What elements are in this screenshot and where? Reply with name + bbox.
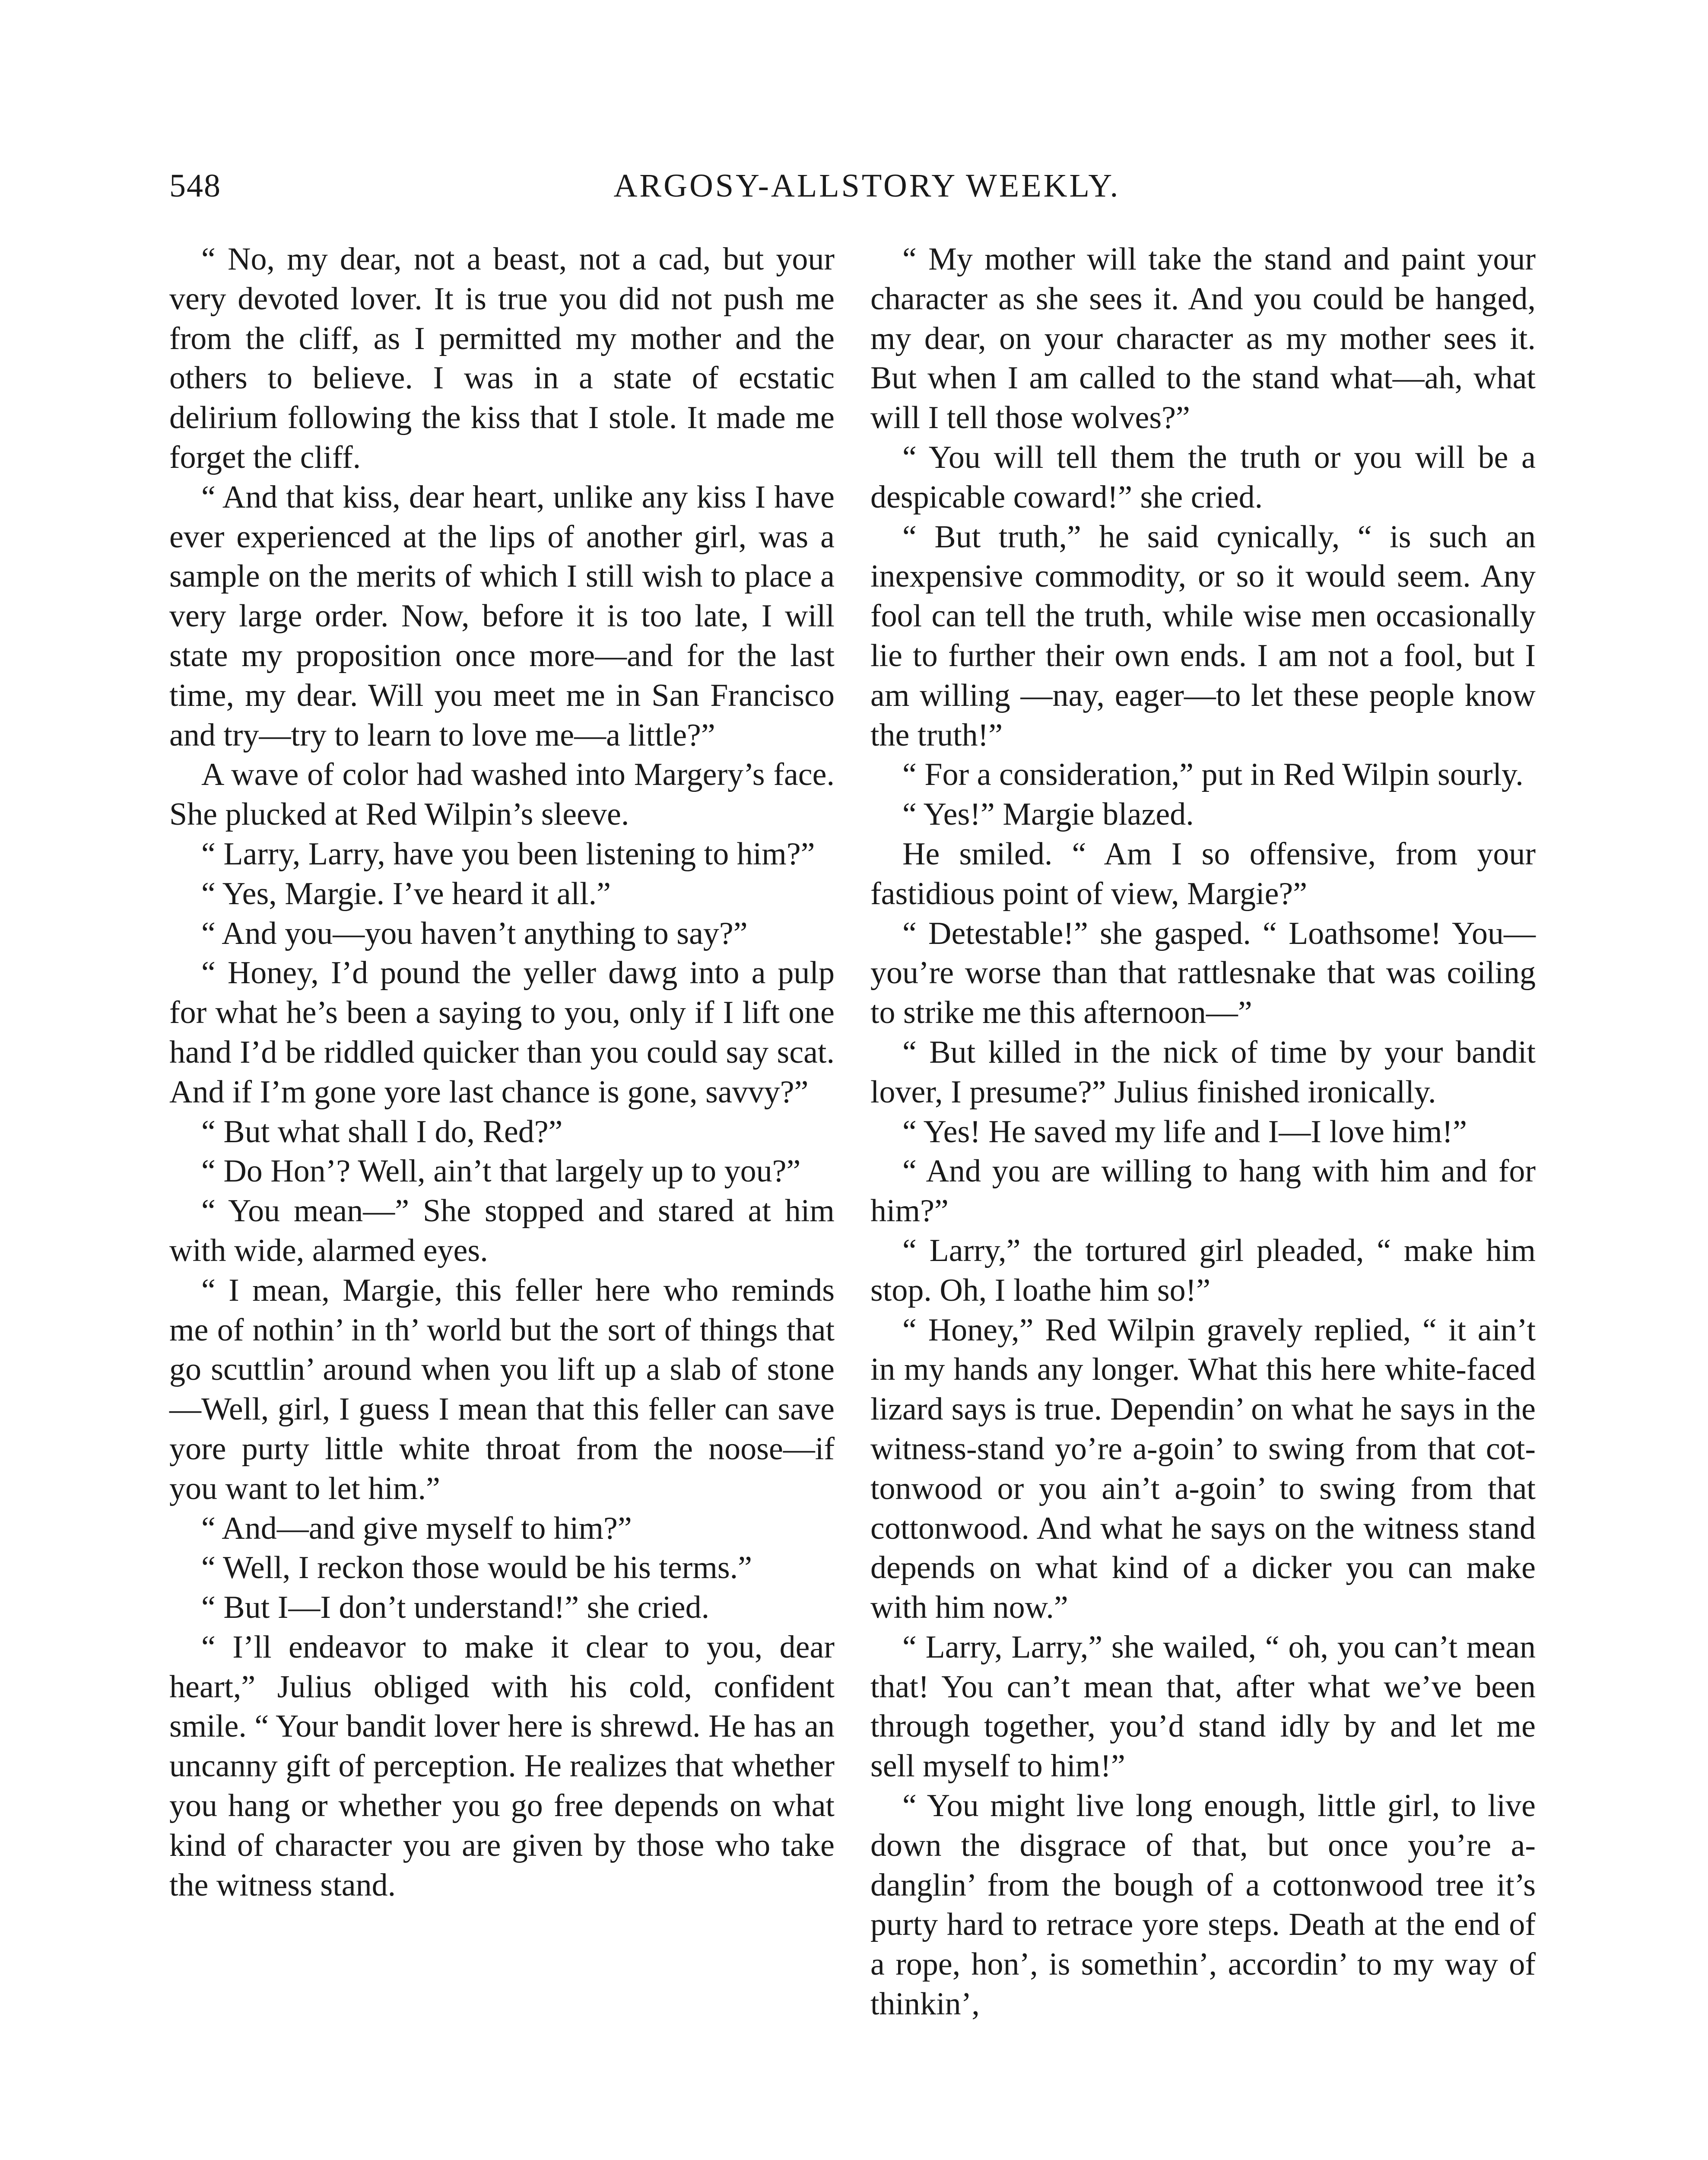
page-number: 548 xyxy=(169,168,221,204)
paragraph: “ I mean, Margie, this feller here who reminds me of nothin’ in th’ world but the sort of things that go scuttlin’ around when you lift up a slab of stone—Well, girl, I guess I mean that this feller can save yore purty little white throat from the noose—if you want to let him.” xyxy=(169,1272,835,1506)
paragraph: “ Larry, Larry,” she wailed, “ oh, you can’t mean that! You can’t mean that, after what we’ve been through together, you’d stand idly by and let me sell myself to him!” xyxy=(870,1629,1536,1784)
paragraph: “ And that kiss, dear heart, unlike any kiss I have ever experienced at the lips of another girl, was a sample on the merits of which I still wish to place a very large order. Now, before it is too late, I will state my proposition once more—and for the last time, my dear. Will you meet me in San Francisco and try—try to learn to love me—a little?” xyxy=(169,479,835,753)
paragraph: “ But what shall I do, Red?” xyxy=(201,1114,563,1150)
paragraph: “ My mother will take the stand and paint your character as she sees it. And you could be hanged, my dear, on your character as my mother sees it. But when I am called to the stand what—ah, what will I tell those wolves?” xyxy=(870,241,1536,436)
paragraph: “ And you are willing to hang with him and for him?” xyxy=(870,1153,1536,1229)
paragraph: “ Larry, Larry, have you been listening to him?” xyxy=(201,836,815,872)
running-title: ARGOSY-ALLSTORY WEEKLY. xyxy=(613,168,1121,204)
paragraph: “ You mean—” She stopped and stared at him with wide, alarmed eyes. xyxy=(169,1193,835,1268)
paragraph: “ And—and give myself to him?” xyxy=(201,1510,632,1546)
paragraph: “ I’ll endeavor to make it clear to you, dear heart,” Julius obliged with his cold, confident smile. “ Your bandit lover here is shrewd. He has an uncanny gift of perception. He realizes that whether you hang or whether you go free depends on what kind of character you are given by those who take the witness stand. xyxy=(169,1629,835,1903)
page-header xyxy=(169,164,1565,212)
paragraph: “ Yes, Margie. I’ve heard it all.” xyxy=(201,876,611,912)
paragraph: “ Yes! He saved my life and I—I love him!” xyxy=(902,1114,1467,1150)
paragraph: A wave of color had washed into Margery’s face. She plucked at Red Wilpin’s sleeve. xyxy=(169,757,835,832)
paragraph: “ You might live long enough, little girl, to live down the disgrace of that, but once you’re a-danglin’ from the bough of a cottonwood tree it’s purty hard to retrace yore steps. Death at the end of a rope, hon’, is somethin’, accordin’ to my way of thinkin’, xyxy=(870,1788,1536,2022)
paragraph: He smiled. “ Am I so offensive, from your fastidious point of view, Margie?” xyxy=(870,836,1536,912)
paragraph: “ Larry,” the tortured girl pleaded, “ make him stop. Oh, I loathe him so!” xyxy=(870,1232,1536,1308)
paragraph: “ For a consideration,” put in Red Wilpin sourly. xyxy=(902,757,1524,793)
paragraph: “ Honey,” Red Wilpin gravely replied, “ it ain’t in my hands any longer. What this here white-faced lizard says is true. Dependin’ on what he says in the witness-stand yo’re a-goin’ to swing from that cottonwood or you ain’t a-goin’ to swing from that cottonwood. And what he says on the witness stand depends on what kind of a dicker you can make with him now.” xyxy=(870,1312,1536,1626)
paragraph: “ But truth,” he said cynically, “ is such an inexpensive commodity, or so it would seem. Any fool can tell the truth, while wise men occasionally lie to further their own ends. I am not a fool, but I am willing —nay, eager—to let these people know the truth!” xyxy=(870,519,1536,753)
paragraph: “ Yes!” Margie blazed. xyxy=(902,797,1194,832)
left-column xyxy=(169,240,835,1905)
paragraph: “ Do Hon’? Well, ain’t that largely up to you?” xyxy=(201,1153,801,1189)
paragraph: “ And you—you haven’t anything to say?” xyxy=(201,915,748,951)
paragraph: “ But killed in the nick of time by your bandit lover, I presume?” Julius finished ironically. xyxy=(870,1034,1536,1110)
paragraph: “ You will tell them the truth or you will be a despicable coward!” she cried. xyxy=(870,439,1536,515)
paragraph: “ Honey, I’d pound the yeller dawg into a pulp for what he’s been a saying to you, only if I lift one hand I’d be riddled quicker than you could say scat. And if I’m gone yore last chance is gone, savvy?” xyxy=(169,955,835,1110)
paragraph: “ No, my dear, not a beast, not a cad, but your very devoted lover. It is true you did not push me from the cliff, as I permitted my mother and the others to believe. I was in a state of ecstatic delirium following the kiss that I stole. It made me forget the cliff. xyxy=(169,241,835,475)
paragraph: “ Well, I reckon those would be his terms.” xyxy=(201,1550,752,1586)
right-column xyxy=(870,240,1536,2024)
paragraph: “ Detestable!” she gasped. “ Loathsome! You—you’re worse than that rattlesnake that was coiling to strike me this afternoon—” xyxy=(870,915,1536,1031)
paragraph: “ But I—I don’t understand!” she cried. xyxy=(201,1590,710,1626)
